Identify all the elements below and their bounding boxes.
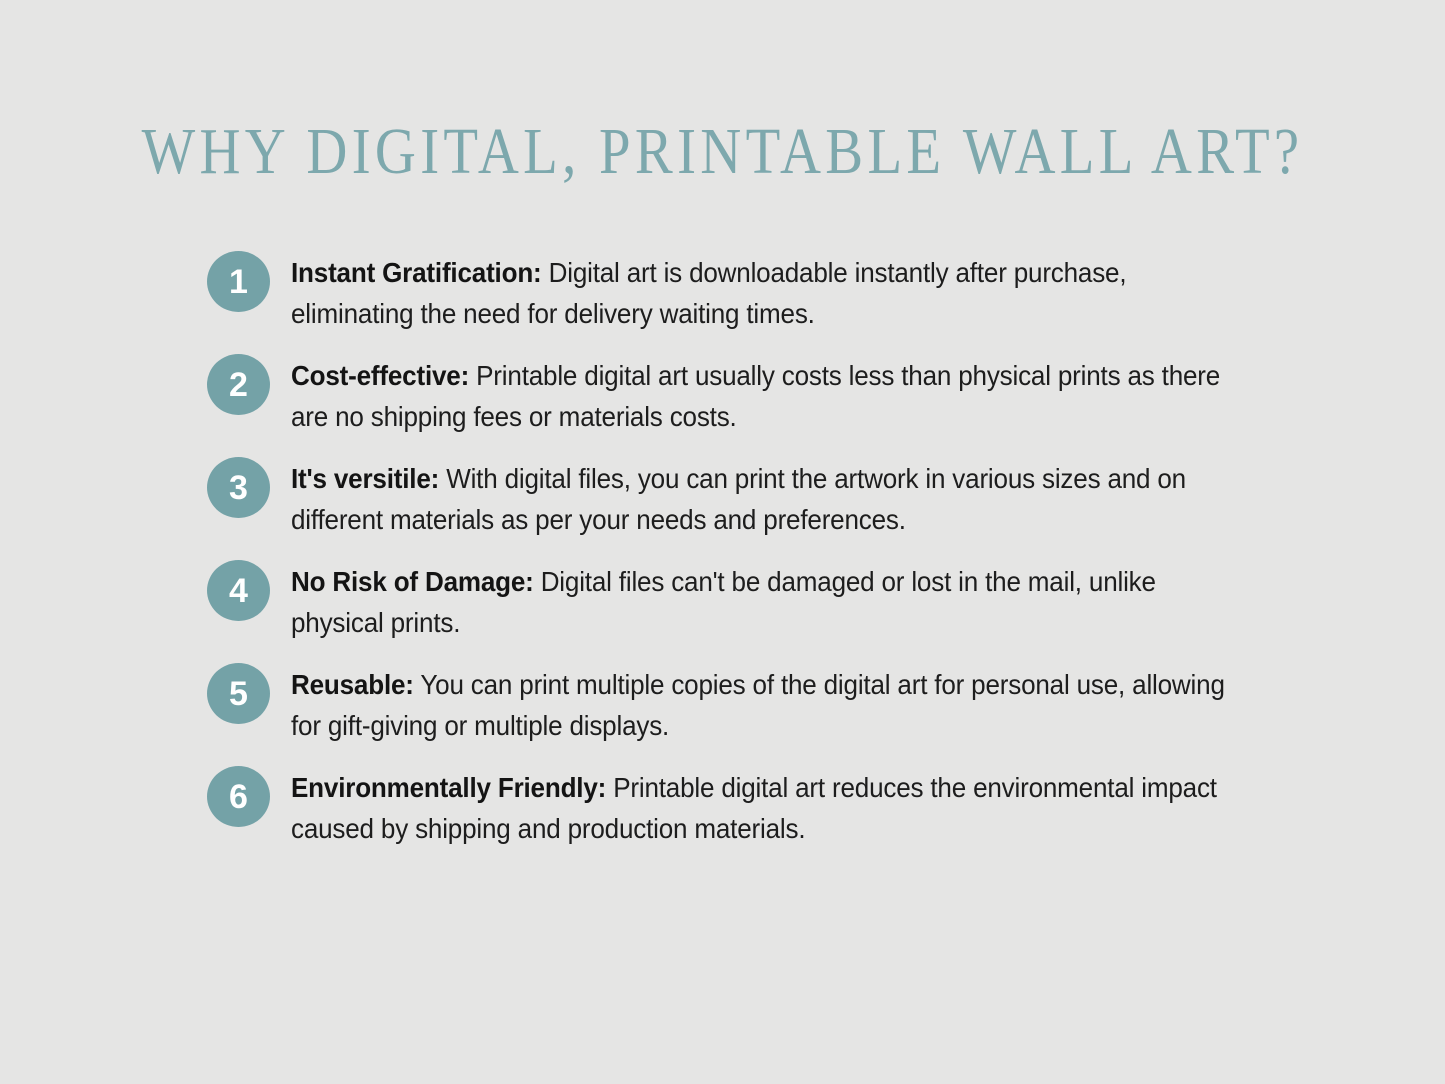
list-item bbox=[207, 767, 1296, 849]
item-number-badge bbox=[207, 251, 270, 312]
list-item bbox=[207, 664, 1296, 746]
list-item bbox=[207, 252, 1296, 334]
item-body: Printable digital art reduces the environmental impact caused by shipping and production materials. bbox=[291, 772, 1217, 844]
item-number-badge bbox=[207, 663, 270, 724]
item-label: Reusable: bbox=[291, 669, 414, 700]
item-label: No Risk of Damage: bbox=[291, 566, 534, 597]
item-label: It's versitile: bbox=[291, 463, 440, 494]
list-item bbox=[207, 355, 1296, 437]
item-text bbox=[291, 252, 1226, 334]
item-label: Instant Gratification: bbox=[291, 257, 542, 288]
page-title: WHY DIGITAL, PRINTABLE WALL ART? bbox=[141, 115, 1304, 188]
list-item bbox=[207, 561, 1296, 643]
item-number-badge bbox=[207, 560, 270, 621]
item-text bbox=[291, 664, 1226, 746]
item-body: You can print multiple copies of the digital art for personal use, allowing for gift-giving or multiple displays. bbox=[291, 669, 1225, 741]
item-body: Printable digital art usually costs less than physical prints as there are no shipping fees or materials costs. bbox=[291, 360, 1221, 432]
item-label: Environmentally Friendly: bbox=[291, 772, 607, 803]
item-text bbox=[291, 355, 1226, 437]
item-text bbox=[291, 767, 1226, 849]
item-number: 2 bbox=[229, 365, 248, 404]
item-number: 6 bbox=[229, 777, 248, 816]
item-body: Digital art is downloadable instantly after purchase, eliminating the need for delivery waiting times. bbox=[291, 257, 1127, 329]
item-label: Cost-effective: bbox=[291, 360, 470, 391]
item-number: 3 bbox=[229, 468, 248, 507]
item-number-badge bbox=[207, 457, 270, 518]
item-number-badge bbox=[207, 354, 270, 415]
item-text bbox=[291, 458, 1226, 540]
item-text bbox=[291, 561, 1226, 643]
list-item bbox=[207, 458, 1296, 540]
item-number: 1 bbox=[229, 262, 248, 301]
benefits-list bbox=[207, 252, 1296, 849]
item-number-badge bbox=[207, 766, 270, 827]
item-body: Digital files can't be damaged or lost in the mail, unlike physical prints. bbox=[291, 566, 1156, 638]
item-number: 4 bbox=[229, 571, 248, 610]
item-body: With digital files, you can print the artwork in various sizes and on different materials as per your needs and preferences. bbox=[291, 463, 1186, 535]
item-number: 5 bbox=[229, 674, 248, 713]
